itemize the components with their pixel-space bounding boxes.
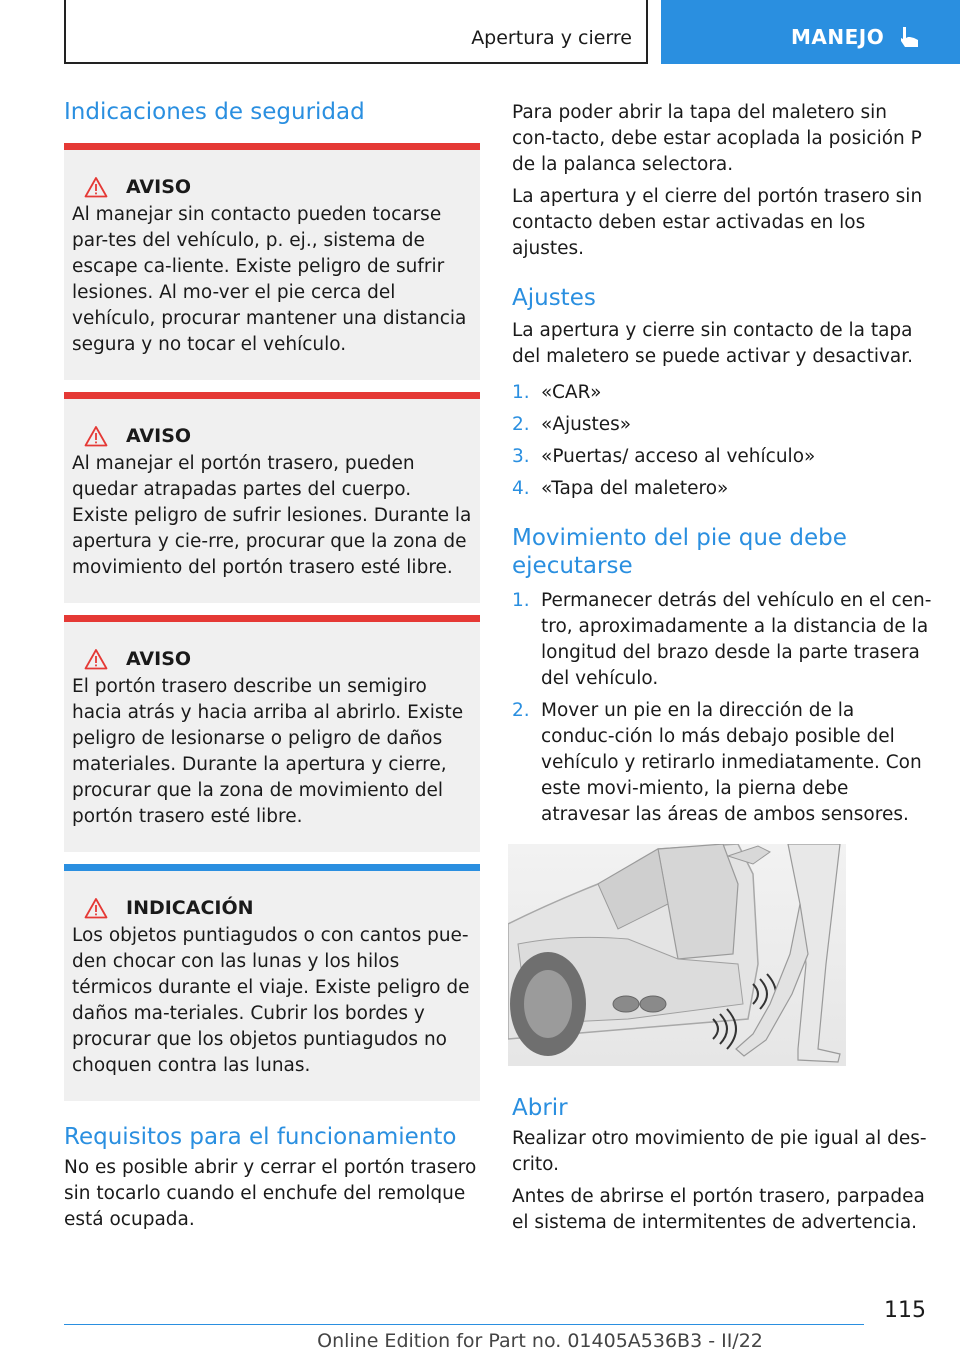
note-text: Los objetos puntiagudos o con cantos pue-den chocar con las lunas y los hilos térmicos durante el viaje. Existe peligro de daños ma-teriales. Cubrir los bordes y procurar que los objetos puntiagudos no choquen contra las lunas. [72,925,470,1076]
step-text: Mover un pie en la dirección de la conduc-ción lo más debajo posible del vehículo y retirarlo inmediatamente. Con este movi-miento, la pierna debe atravesar las áreas de ambos sensores. [541,700,922,825]
list-item [512,588,932,692]
page-number: 115 [884,1298,926,1323]
step-number: 2. [512,414,530,435]
warning-bar [64,615,480,622]
step-number: 1. [512,382,530,403]
intro-paragraph-2: La apertura y el cierre del portón trasero sin contacto deben estar activadas en los ajustes. [512,186,923,259]
step-text: Permanecer detrás del vehículo en el cen-tro, aproximadamente a la distancia de la longitud del brazo desde la parte trasera del vehículo. [541,590,932,689]
header-section-title: Apertura y cierre [471,27,632,49]
movement-steps [512,588,932,828]
warning-bar [64,392,480,399]
warning-box-3 [64,615,480,852]
step-number: 3. [512,446,530,467]
header-chapter-title: MANEJO [791,25,885,49]
heading-open: Abrir [512,1095,568,1121]
footer-edition: Online Edition for Part no. 01405A536B3 - II/22 [317,1330,763,1352]
illustration-foot-gesture [508,844,846,1066]
warning-box-1 [64,143,480,380]
left-column [64,98,480,1233]
warning-box-2 [64,392,480,603]
heading-requirements: Requisitos para el funcionamiento [64,1124,457,1150]
warning-triangle-icon [84,176,108,198]
step-text: «Puertas/ acceso al vehículo» [541,446,816,467]
requirements-text: No es posible abrir y cerrar el portón trasero sin tocarlo cuando el enchufe del remolque está ocupada. [64,1157,477,1230]
warning-bar [64,143,480,150]
list-item [512,412,932,438]
step-number: 4. [512,478,530,499]
warning-triangle-icon [84,897,108,919]
warning-triangle-icon [84,425,108,447]
intro-paragraph-1: Para poder abrir la tapa del maletero sin con-tacto, debe estar acoplada la posición P de la palanca selectora. [512,102,922,175]
right-column [512,100,932,1236]
note-title: INDICACIÓN [126,897,254,919]
header-chapter-tab [661,0,960,64]
warning-text: Al manejar el portón trasero, pueden quedar atrapadas partes del cuerpo. Existe peligro de sufrir lesiones. Durante la apertura y cie-rre, procurar que la zona de movimiento del portón trasero esté libre. [72,453,472,578]
warning-triangle-icon [84,648,108,670]
step-number: 1. [512,590,530,611]
warning-title: AVISO [126,176,192,198]
footer-divider [64,1324,864,1325]
step-text: «Tapa del maletero» [541,478,729,499]
open-text-1: Realizar otro movimiento de pie igual al des-crito. [512,1128,927,1175]
note-bar [64,864,480,871]
warning-title: AVISO [126,648,192,670]
car-rear-illustration [508,844,846,1066]
heading-safety: Indicaciones de seguridad [64,99,365,125]
warning-title: AVISO [126,425,192,447]
settings-steps [512,380,932,502]
header-section-tab [64,0,648,64]
warning-text: El portón trasero describe un semigiro hacia atrás y hacia arriba al abrirlo. Existe peligro de lesionarse o peligro de daños materiales. Durante la apertura y cierre, procurar que la zona de movimiento del portón trasero esté libre. [72,676,464,827]
heading-movement: Movimiento del pie que debe ejecutarse [512,525,847,579]
step-text: «Ajustes» [541,414,632,435]
list-item [512,476,932,502]
settings-text: La apertura y cierre sin contacto de la tapa del maletero se puede activar y desactivar. [512,320,914,367]
warning-text: Al manejar sin contacto pueden tocarse par-tes del vehículo, p. ej., sistema de escape ca-liente. Existe peligro de sufrir lesiones. Al mo-ver el pie cerca del vehículo, procurar mantener una distancia segura y no tocar el vehículo. [72,204,467,355]
pointing-hand-icon [897,25,923,51]
note-box [64,864,480,1101]
step-text: «CAR» [541,382,602,403]
list-item [512,698,932,828]
step-number: 2. [512,700,530,721]
list-item [512,380,932,406]
list-item [512,444,932,470]
heading-settings: Ajustes [512,285,596,311]
open-text-2: Antes de abrirse el portón trasero, parpadea el sistema de intermitentes de advertencia. [512,1186,925,1233]
